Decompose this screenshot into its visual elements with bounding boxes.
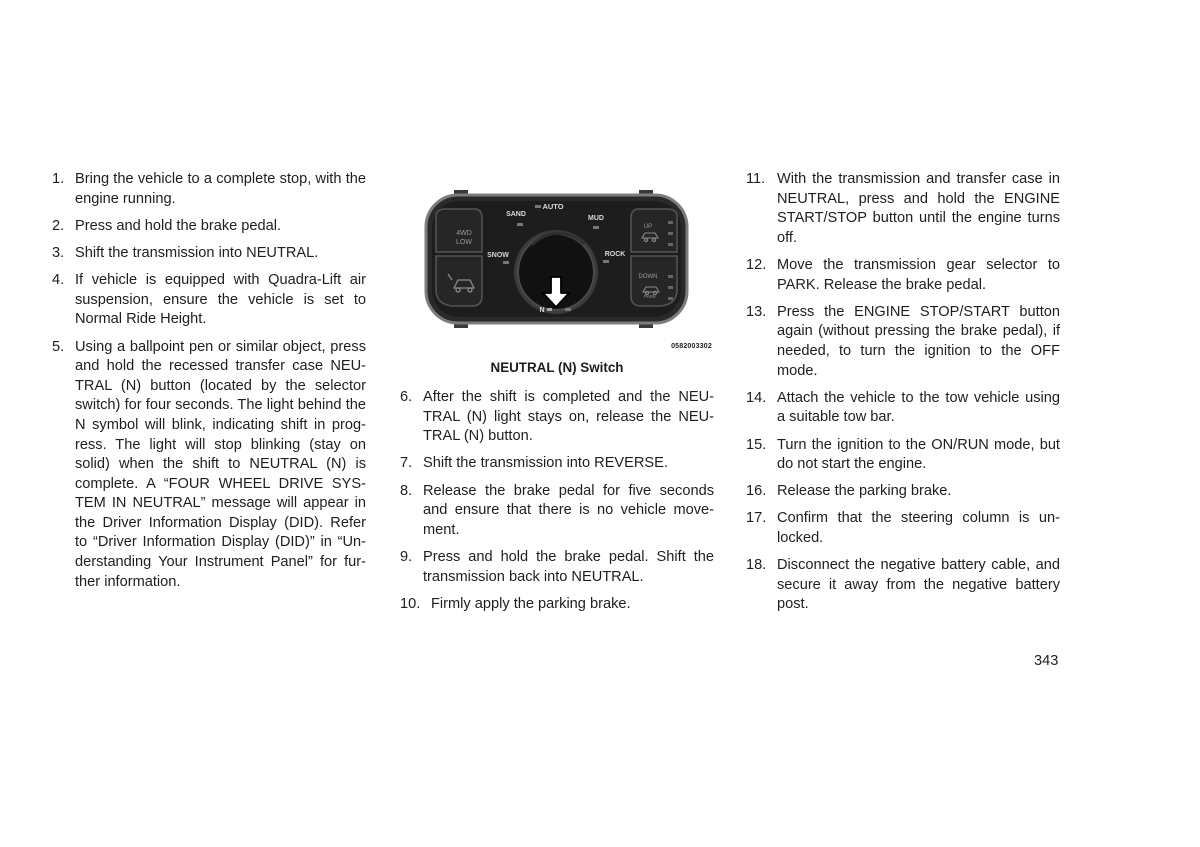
figure-id: 0582003302 (671, 343, 712, 350)
4wd-label: 4WD (456, 230, 472, 237)
list-item: 17. Confirm that the steering column is un-locked. (746, 510, 1060, 547)
list-item: 13. Press the ENGINE STOP/START button again (without pressing the brake pedal), if needed, to turn the ignition to the OFF mode. (746, 303, 1060, 379)
terrain-selector-switch-illustration (424, 190, 689, 330)
low-label: LOW (456, 239, 472, 246)
list-item: 6. After the shift is completed and the NEU-TRAL (N) light stays on, release the NEU-TRAL (N) button. (400, 389, 714, 445)
column-3 (746, 170, 1060, 623)
column-2 (400, 170, 714, 612)
list-item: 1. Bring the vehicle to a complete stop, with the engine running. (52, 171, 366, 207)
rock-label: ROCK (604, 251, 626, 258)
list-item: 14. Attach the vehicle to the tow vehicle using a suitable tow bar. (746, 389, 1060, 426)
list-item: 9. Press and hold the brake pedal. Shift the transmission back into NEUTRAL. (400, 548, 714, 585)
sand-label: SAND (506, 211, 526, 218)
list-item: 11. With the transmission and transfer case in NEUTRAL, press and hold the ENGINE START/STOP button until the engine turns off. (746, 171, 1060, 246)
page-number: 343 (1034, 653, 1059, 669)
list-item: 5. Using a ballpoint pen or similar object, press and hold the recessed transfer case NEU-TRAL (N) button (located by the selector switch) for four seconds. The light behind the N symbol will blink, indicating shift in prog-ress. The light will stop blinking (stay on solid) when the shift to NEUTRAL (N) is complete. A “FOUR WHEEL DRIVE SYS-TEM IN NEUTRAL” message will appear in the Driver Information Display (DID). Refer to “Driver Information Display (DID)” in “Un-derstanding Your Instrument Panel” for fur-ther information. (52, 338, 366, 590)
list-item: 3. Shift the transmission into NEUTRAL. (52, 244, 319, 261)
steps-list-1 (52, 170, 366, 592)
list-item: 7. Shift the transmission into REVERSE. (400, 455, 668, 472)
list-item: 10. Firmly apply the parking brake. (400, 595, 631, 612)
list-item: 8. Release the brake pedal for five seconds and ensure that there is no vehicle move-ment. (400, 482, 714, 538)
park-label: PARK (644, 294, 656, 299)
list-item: 16. Release the parking brake. (746, 483, 952, 500)
list-item: 18. Disconnect the negative battery cable, and secure it away from the negative battery post. (746, 557, 1060, 613)
auto-label: AUTO (542, 202, 564, 211)
snow-label: SNOW (487, 252, 509, 259)
list-item: 4. If vehicle is equipped with Quadra-Lift air suspension, ensure the vehicle is set to Normal Ride Height. (52, 272, 366, 328)
mud-label: MUD (588, 215, 604, 222)
column-1 (52, 170, 366, 600)
neutral-label: N (539, 307, 545, 314)
steps-list-3 (746, 170, 1060, 615)
up-label: UP (643, 224, 653, 230)
figure-caption: NEUTRAL (N) Switch (490, 360, 624, 375)
neutral-switch-figure (400, 170, 714, 410)
list-item: 15. Turn the ignition to the ON/RUN mode, but do not start the engine. (746, 436, 1060, 473)
steps-list-2 (400, 388, 714, 622)
list-item: 2. Press and hold the brake pedal. (52, 217, 282, 234)
list-item: 12. Move the transmission gear selector to PARK. Release the brake pedal. (746, 256, 1060, 293)
down-label: DOWN (638, 274, 658, 280)
